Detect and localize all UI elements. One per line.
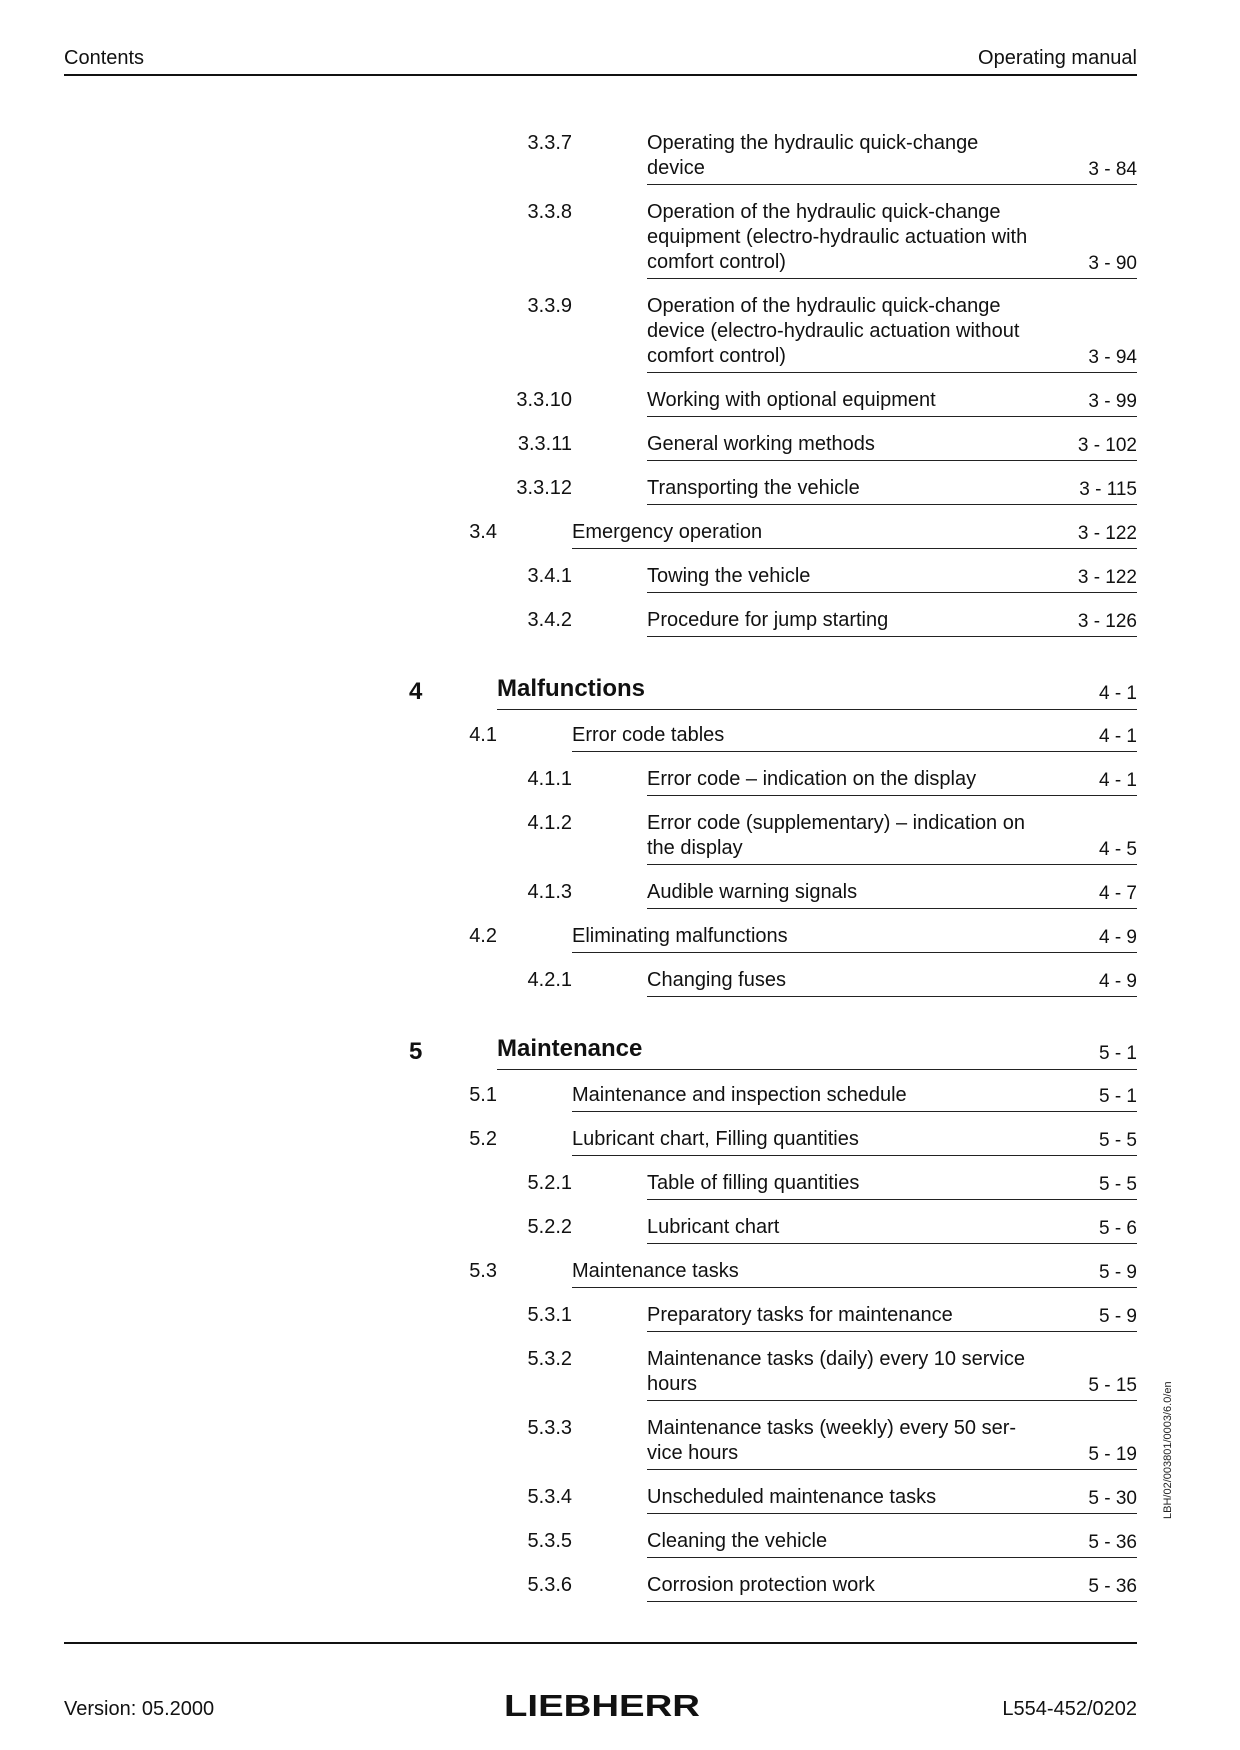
toc-entry-title-line: Error code (supplementary) – indication on [647,812,1025,834]
toc-entry-page: 5 - 15 [1088,1375,1137,1396]
toc-entry-page: 4 - 9 [1098,927,1137,948]
toc-entry-title [647,1347,1025,1397]
toc-entry[interactable] [527,968,1137,997]
toc-entry-page: 5 - 5 [1098,1174,1137,1195]
toc-entry-underline [572,952,1137,953]
toc-entry[interactable] [527,880,1137,909]
toc-entry-number: 5.3.6 [527,1574,572,1596]
toc-entry-title-line: Audible warning signals [647,881,858,903]
toc-entry-underline [572,1155,1137,1156]
toc-entry-title-line: Cleaning the vehicle [647,1530,828,1552]
toc-entry-title-line: device (electro-hydraulic actuation without [647,320,1020,342]
toc-entry-title [647,880,857,905]
toc-entry-underline [647,1243,1137,1244]
toc-entry-underline [572,1111,1137,1112]
toc-entry[interactable] [527,200,1137,279]
toc-entry[interactable] [527,1215,1137,1244]
toc-entry-title-line: Working with optional equipment [647,389,936,411]
toc-entry-number: 5.2.1 [527,1172,572,1194]
toc-entry-underline [497,1069,1137,1070]
toc-entry-title [647,432,875,457]
toc-entry-number: 3.4 [469,521,497,543]
toc-entry[interactable] [527,131,1137,185]
toc-entry-underline [647,1331,1137,1332]
toc-entry[interactable] [469,1127,1137,1156]
toc-entry-underline [647,1513,1137,1514]
footer-divider [64,1642,1137,1644]
toc-entry-title-line: Unscheduled maintenance tasks [647,1486,937,1508]
toc-entry[interactable] [527,294,1137,373]
toc-entry-underline [647,1400,1137,1401]
toc-entry[interactable] [517,432,1137,461]
toc-entry[interactable] [527,1529,1137,1558]
toc-entry-page: 4 - 1 [1098,770,1137,791]
toc-entry-title [647,388,936,413]
toc-entry-title [647,131,978,181]
toc-entry[interactable] [516,388,1137,417]
toc-entry-title [647,1303,953,1328]
toc-entry-number: 4.2.1 [527,969,572,991]
toc-entry[interactable] [409,675,1137,710]
toc-entry-number: 4 [409,678,423,705]
toc-entry-page: 4 - 7 [1098,883,1137,904]
toc-entry-title-line: the display [647,837,743,859]
toc-entry-page: 4 - 1 [1098,726,1137,747]
toc-entry-number: 5.3.2 [527,1348,572,1370]
toc-entry-title [647,294,1019,369]
toc-entry-title [572,1259,739,1284]
toc-entry-page: 3 - 94 [1088,347,1137,368]
toc-entry-title-line: Lubricant chart, Filling quantities [572,1128,859,1150]
toc-entry-page: 3 - 84 [1088,159,1137,180]
toc-entry-page: 3 - 126 [1077,611,1137,632]
toc-entry-title-line: Transporting the vehicle [647,477,860,499]
toc-entry-page: 4 - 9 [1098,971,1137,992]
toc-entry-underline [647,636,1137,637]
liebherr-logo [502,1690,702,1720]
toc-entry-underline [647,864,1137,865]
toc-entry[interactable] [527,1416,1137,1470]
toc-entry-number: 5.2.2 [527,1216,572,1238]
toc-entry-title [647,1171,859,1196]
toc-entry[interactable] [527,1347,1137,1401]
toc-entry-title [572,520,762,545]
header-section-title: Contents [64,47,145,69]
toc-entry-number: 4.1 [469,724,497,746]
liebherr-logo-text: LIEBHERR [504,1690,700,1720]
side-reference-code: LBH/02/003801/0003/6.0/en [1162,1381,1174,1519]
toc-entry-title [572,1127,859,1152]
toc-entry-title [647,1215,779,1240]
toc-entry-underline [647,416,1137,417]
toc-entry-number: 5.3.4 [527,1486,572,1508]
header-document-title: Operating manual [978,47,1137,69]
toc-entry-number: 5.3.3 [527,1417,572,1439]
toc-entry-title-line: Operation of the hydraulic quick-change [647,201,1001,223]
toc-entry-underline [572,548,1137,549]
toc-entry-underline [647,184,1137,185]
toc-entry-title-line: Table of filling quantities [647,1172,860,1194]
toc-entry[interactable] [527,564,1137,593]
toc-entry-page: 3 - 99 [1088,391,1137,412]
toc-entry-underline [647,1199,1137,1200]
toc-entry-title-line: Eliminating malfunctions [572,925,788,947]
toc-entry[interactable] [527,1573,1137,1602]
toc-entry-title-line: Operating the hydraulic quick-change [647,132,979,154]
toc-entry-title-line: Malfunctions [497,675,645,702]
toc-entry-page: 3 - 122 [1077,523,1137,544]
toc-entry-title-line: Towing the vehicle [647,565,811,587]
toc-entry[interactable] [469,1259,1137,1288]
toc-entry[interactable] [469,520,1137,549]
toc-entry-page: 3 - 102 [1077,435,1137,456]
toc-entry-title-line: Emergency operation [572,521,763,543]
toc-entry-number: 3.3.9 [527,295,572,317]
toc-entry[interactable] [516,476,1137,505]
toc-entry-underline [497,709,1137,710]
toc-entry-title-line: Preparatory tasks for maintenance [647,1304,953,1326]
toc-entry-number: 5.3 [469,1260,497,1282]
toc-entry-underline [572,1287,1137,1288]
toc-entry-title-line: Maintenance tasks (daily) every 10 service [647,1348,1025,1370]
footer-document-number: L554-452/0202 [1002,1698,1137,1720]
toc-entry-number: 5 [409,1038,423,1065]
toc-entry[interactable] [527,608,1137,637]
toc-entry-page: 3 - 122 [1077,567,1137,588]
toc-entry-title-line: Procedure for jump starting [647,609,889,631]
toc-entry-page: 3 - 90 [1088,253,1137,274]
toc-entry-underline [647,1557,1137,1558]
toc-entry-title-line: Maintenance and inspection schedule [572,1084,907,1106]
toc-entry-underline [647,1469,1137,1470]
toc-entry-title-line: hours [647,1373,698,1395]
toc-entry-title [572,924,788,949]
toc-entry-number: 3.3.11 [517,433,572,455]
toc-entry-number: 4.1.1 [527,768,572,790]
toc-entry-page: 5 - 5 [1098,1130,1137,1151]
toc-entry-title [647,767,976,792]
toc-entry-underline [647,908,1137,909]
toc-entry-page: 5 - 9 [1098,1306,1137,1327]
toc-entry-number: 4.2 [469,925,497,947]
toc-entry-underline [647,996,1137,997]
toc-entry-title-line: Operation of the hydraulic quick-change [647,295,1001,317]
toc-entry-title [647,811,1025,861]
toc-entry-number: 4.1.2 [527,812,572,834]
toc-entry-page: 4 - 5 [1098,839,1137,860]
toc-entry-title-line: device [647,157,705,179]
toc-entry-underline [647,460,1137,461]
toc-entry-number: 3.4.2 [527,609,572,631]
toc-entry-number: 5.2 [469,1128,497,1150]
toc-entry-title-line: General working methods [647,433,875,455]
toc-entry-title-line: Maintenance [497,1035,643,1062]
toc-entry-title-line: Lubricant chart [647,1216,780,1238]
footer-version: Version: 05.2000 [64,1698,215,1720]
toc-entry-title [647,564,810,589]
toc-entry-title-line: comfort control) [647,251,786,273]
toc-entry-title [572,1083,907,1108]
toc-entry-title-line: Changing fuses [647,969,786,991]
toc-entry-page: 5 - 36 [1088,1532,1137,1553]
toc-entry-page: 5 - 36 [1088,1576,1137,1597]
toc-entry-number: 4.1.3 [527,881,572,903]
toc-entry-number: 3.3.8 [527,201,572,223]
toc-entry[interactable] [527,1485,1137,1514]
toc-entry[interactable] [469,1083,1137,1112]
toc-entry-number: 5.1 [469,1084,497,1106]
toc-entry-title-line: Corrosion protection work [647,1574,875,1596]
toc-entry-number: 5.3.1 [527,1304,572,1326]
toc-entry-page: 5 - 30 [1088,1488,1137,1509]
toc-entry-title [647,1573,875,1598]
toc-entry-title [647,1416,1016,1466]
toc-entry-title [647,200,1027,275]
toc-entry-page: 5 - 6 [1098,1218,1137,1239]
toc-entry-number: 5.3.5 [527,1530,572,1552]
toc-entry[interactable] [469,723,1137,752]
toc-entry-number: 3.3.12 [516,477,572,499]
toc-entry-title-line: Error code tables [572,724,725,746]
toc-entry[interactable] [409,1035,1137,1070]
toc-entry-title [647,476,860,501]
toc-entry-page: 3 - 115 [1079,479,1137,500]
toc-entry-page: 5 - 9 [1098,1262,1137,1283]
toc-entry-title [647,1529,827,1554]
toc-entry-number: 3.4.1 [527,565,572,587]
toc-entry-number: 3.3.10 [516,389,572,411]
toc-entry-page: 5 - 1 [1098,1043,1137,1064]
toc-entry-title-line: equipment (electro-hydraulic actuation with [647,226,1028,248]
toc-entry[interactable] [527,767,1137,796]
toc-entry-title [497,1036,642,1066]
toc-entry[interactable] [469,924,1137,953]
toc-entry-title-line: comfort control) [647,345,786,367]
toc-entry-underline [572,751,1137,752]
toc-entry-title [497,676,645,706]
toc-entry-title-line: Maintenance tasks [572,1260,739,1282]
toc-entry[interactable] [527,1171,1137,1200]
toc-entry-underline [647,278,1137,279]
toc-entry-page: 4 - 1 [1098,683,1137,704]
toc-entry[interactable] [527,811,1137,865]
toc-entry[interactable] [527,1303,1137,1332]
toc-entry-underline [647,795,1137,796]
toc-entry-title [647,1485,936,1510]
toc-entry-number: 3.3.7 [527,132,572,154]
toc-entry-title-line: Maintenance tasks (weekly) every 50 ser- [647,1417,1017,1439]
toc-entry-title-line: vice hours [647,1442,739,1464]
toc-entry-underline [647,372,1137,373]
toc-entry-title-line: Error code – indication on the display [647,768,977,790]
toc-entry-underline [647,592,1137,593]
toc-entry-title [647,608,888,633]
toc-entry-underline [647,504,1137,505]
toc-entry-title [647,968,786,993]
toc-entry-page: 5 - 19 [1088,1444,1137,1465]
toc-entry-title [572,723,724,748]
toc-entry-underline [647,1601,1137,1602]
toc-entry-page: 5 - 1 [1098,1086,1137,1107]
